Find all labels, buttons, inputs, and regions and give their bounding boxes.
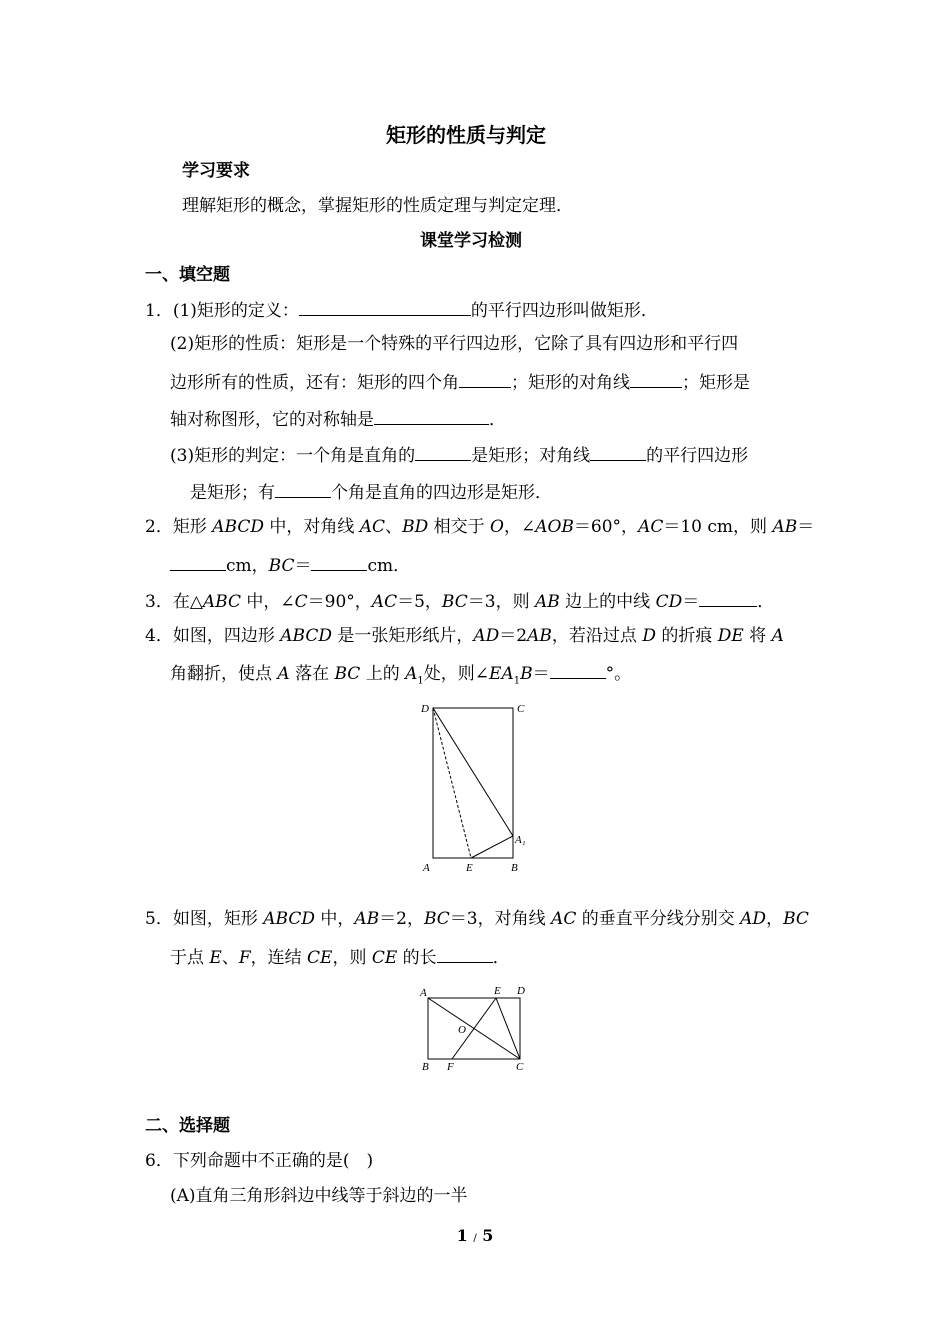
page-title: 矩形的性质与判定 [386,123,546,147]
answer-blank[interactable] [374,408,489,425]
answer-blank[interactable] [275,481,331,498]
figure-folded-rectangle [415,698,535,878]
class-test-heading: 课堂学习检测 [420,231,522,251]
answer-blank[interactable] [311,554,367,571]
q4-line2: 角翻折，使点 A 落在 BC 上的 $A_1$处，则$\angle EA_1B=$ °。 [170,664,632,687]
q3-line: 3．在△ABC 中，∠C＝90°，AC＝5，BC＝3，则 AB 边上的中线 CD＝ ． [145,592,775,612]
section-multiple-choice: 二、选择题 [145,1116,230,1136]
q6-option-a[interactable]: (A)直角三角形斜边中线等于斜边的一半 [170,1186,468,1206]
label-B: B [422,1061,429,1073]
figure-rectangle-perpendicular-bisector [415,982,540,1074]
label-C: C [516,1061,524,1073]
q1-line3: 边形所有的性质，还有：矩形的四个角 ；矩形的对角线 ；矩形是 [170,373,750,393]
q1-line6: 是矩形；有 个角是直角的四边形是矩形． [190,483,552,503]
answer-blank[interactable] [437,946,493,963]
label-C: C [517,703,525,715]
q2-line2: cm，BC＝ cm． [170,554,410,576]
q1-line4: 轴对称图形，它的对称轴是 ． [170,410,506,430]
q1-line2: (2)矩形的性质：矩形是一个特殊的平行四边形，它除了具有四边形和平行四 [170,334,739,354]
label-E: E [494,985,501,997]
q5-line2: 于点 E、F，连结 CE，则 CE 的长 ． [170,948,510,968]
label-F: F [447,1061,454,1073]
requirement-text: 理解矩形的概念，掌握矩形的性质定理与判定定理． [182,196,573,216]
q1-line5: (3)矩形的判定：一个角是直角的 是矩形；对角线 的平行四边形 [170,446,749,466]
section-fill-blank: 一、填空题 [145,265,230,285]
q5-line1: 5．如图，矩形 ABCD 中，AB＝2，BC＝3，对角线 AC 的垂直平分线分别交 AD，BC [145,909,809,929]
answer-blank[interactable] [590,444,646,461]
answer-blank[interactable] [170,554,226,571]
q6-stem: 6．下列命题中不正确的是( ) [145,1151,374,1171]
label-D: D [421,703,429,715]
page-number: 1 / 5 [456,1226,494,1245]
answer-blank[interactable] [459,371,511,388]
q2-line1: 2．矩形 ABCD 中，对角线 AC、BD 相交于 O，∠AOB＝60°，AC＝10 cm，则 AB＝ [145,517,815,537]
label-E: E [466,862,473,874]
label-D: D [517,985,525,997]
answer-blank[interactable] [550,662,606,679]
label-B: B [511,862,518,874]
answer-blank[interactable] [299,299,471,316]
answer-blank[interactable] [630,371,682,388]
answer-blank[interactable] [699,590,757,607]
q4-line1: 4．如图，四边形 ABCD 是一张矩形纸片，AD＝2AB，若沿过点 D 的折痕 DE 将 A [145,626,784,646]
q1-line1: 1．(1)矩形的定义： 的平行四边形叫做矩形． [145,301,658,321]
answer-blank[interactable] [415,444,471,461]
label-A: A [420,987,427,999]
label-A1: A₁ [515,834,526,846]
label-A: A [423,862,430,874]
requirement-heading: 学习要求 [182,161,250,181]
label-O: O [458,1024,466,1036]
